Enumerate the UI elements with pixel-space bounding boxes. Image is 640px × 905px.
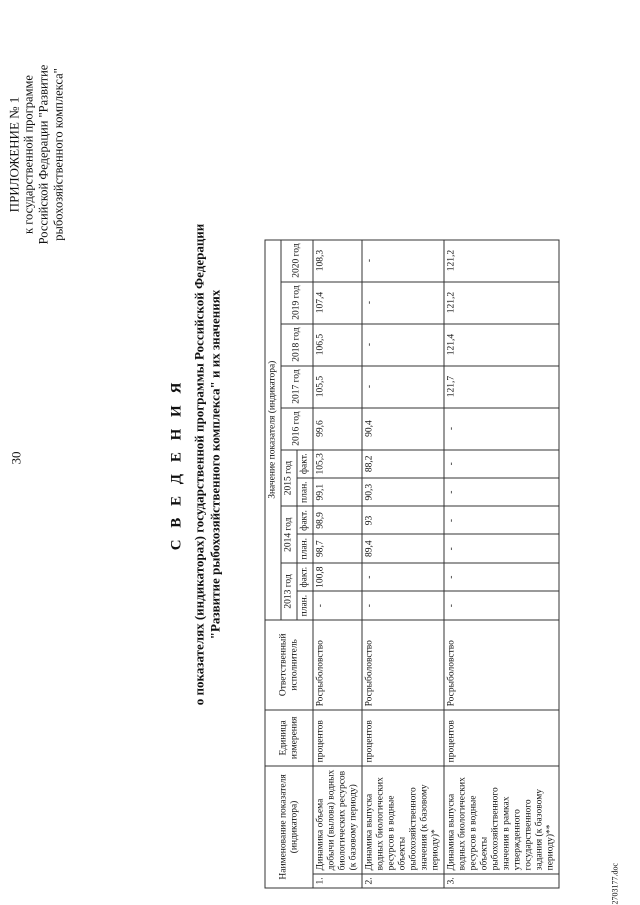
row-unit: процентов <box>444 710 559 766</box>
cell-2013-fact: - <box>444 563 559 591</box>
header-year: 2017 год <box>281 366 313 408</box>
cell-2013-fact: 100,8 <box>313 563 362 591</box>
header-year: 2018 год <box>281 324 313 366</box>
cell-2014-plan: 89,4 <box>362 534 444 563</box>
cell-2020: 108,3 <box>313 240 362 282</box>
header-year: 2013 год <box>281 563 297 620</box>
cell-2014-fact: - <box>444 506 559 534</box>
row-executor: Росрыболовство <box>313 620 362 710</box>
cell-2020: 121,2 <box>444 240 559 282</box>
document-subtitle: о показателях (индикаторах) государственной программы Российской Федерации <box>191 223 207 706</box>
header-plan: план. <box>297 591 313 620</box>
row-executor: Росрыболовство <box>444 620 559 710</box>
table-row <box>444 240 559 888</box>
cell-2016: - <box>444 408 559 450</box>
table-row <box>313 240 362 888</box>
header-year: 2015 год <box>281 450 297 507</box>
page-number: 30 <box>8 451 24 465</box>
cell-2019: 121,2 <box>444 282 559 324</box>
cell-2015-plan: - <box>444 478 559 507</box>
cell-2017: 105,5 <box>313 366 362 408</box>
header-fact: факт. <box>297 450 313 478</box>
row-executor: Росрыболовство <box>362 620 444 710</box>
row-unit: процентов <box>362 710 444 766</box>
cell-2013-plan: - <box>444 591 559 620</box>
row-unit: процентов <box>313 710 362 766</box>
header-fact: факт. <box>297 563 313 591</box>
header-plan: план. <box>297 478 313 507</box>
cell-2013-plan: - <box>362 591 444 620</box>
cell-2020: - <box>362 240 444 282</box>
appendix-title: ПРИЛОЖЕНИЕ № 1 <box>6 96 22 213</box>
header-plan: план. <box>297 534 313 563</box>
header-unit: Единица измерения <box>265 710 313 766</box>
row-number: 2. <box>362 874 444 888</box>
document-title-block <box>169 65 224 865</box>
cell-2013-fact: - <box>362 563 444 591</box>
cell-2018: 121,4 <box>444 324 559 366</box>
row-number: 1. <box>313 874 362 888</box>
cell-2015-plan: 90,3 <box>362 478 444 507</box>
cell-2017: - <box>362 366 444 408</box>
document-subtitle: "Развитие рыбохозяйственного комплекса" и их значениях <box>207 289 223 640</box>
appendix-header <box>7 5 67 305</box>
row-indicator-name: Динамика объема добычи (вылова) водных биологических ресурсов (к базовому периоду) <box>313 766 362 874</box>
cell-2015-fact: 105,3 <box>313 450 362 478</box>
appendix-line: рыбохозяйственного комплекса" <box>51 68 66 241</box>
appendix-line: Российской Федерации "Развитие <box>36 64 51 245</box>
indicators-table <box>265 239 560 888</box>
row-number: 3. <box>444 874 559 888</box>
cell-2014-plan: 98,7 <box>313 534 362 563</box>
cell-2015-plan: 99,1 <box>313 478 362 507</box>
cell-2015-fact: 88,2 <box>362 450 444 478</box>
cell-2014-fact: 98,9 <box>313 506 362 534</box>
cell-2015-fact: - <box>444 450 559 478</box>
row-indicator-name: Динамика выпуска водных биологических ресурсов в водные объекты рыбохозяйственного значения (к базовому периоду)* <box>362 766 444 874</box>
header-values: Значение показателя (индикатора) <box>265 240 281 620</box>
cell-2016: 90,4 <box>362 408 444 450</box>
cell-2013-plan: - <box>313 591 362 620</box>
cell-2019: 107,4 <box>313 282 362 324</box>
table-row <box>362 240 444 888</box>
rotated-document-sheet <box>1 0 640 905</box>
header-executor: Ответственный исполнитель <box>265 620 313 710</box>
cell-2014-plan: - <box>444 534 559 563</box>
header-name: Наименование показателя (индикатора) <box>265 766 313 888</box>
cell-2018: - <box>362 324 444 366</box>
table-header-row <box>265 240 281 888</box>
header-fact: факт. <box>297 506 313 534</box>
header-year: 2016 год <box>281 408 313 450</box>
header-year: 2019 год <box>281 282 313 324</box>
cell-2017: 121,7 <box>444 366 559 408</box>
document-title: С В Е Д Е Н И Я <box>168 378 185 551</box>
header-year: 2020 год <box>281 240 313 282</box>
cell-2014-fact: 93 <box>362 506 444 534</box>
cell-2016: 99,6 <box>313 408 362 450</box>
file-footer: 2703177.doc <box>610 862 620 905</box>
row-indicator-name: Динамика выпуска водных биологических ресурсов в водные объекты рыбохозяйственного значения в рамках утвержденного государственного задания (к базовому периоду)** <box>444 766 559 874</box>
appendix-line: к государственной программе <box>21 75 36 234</box>
header-year: 2014 год <box>281 506 297 563</box>
cell-2018: 106,5 <box>313 324 362 366</box>
cell-2019: - <box>362 282 444 324</box>
